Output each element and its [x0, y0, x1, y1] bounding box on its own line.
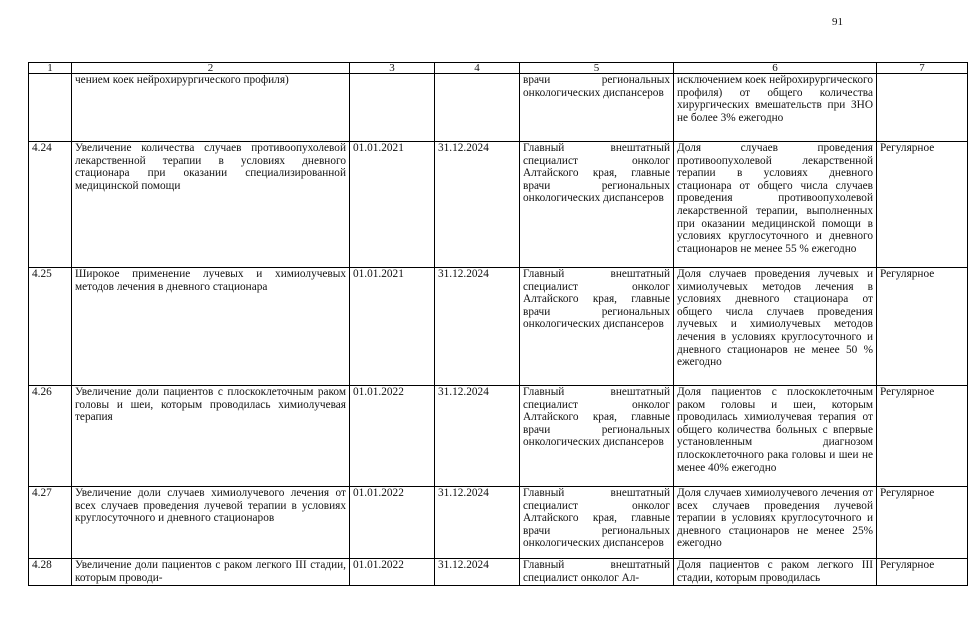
table-row	[29, 142, 968, 268]
column-header-7: 7	[877, 63, 968, 74]
row-number: 4.26	[29, 386, 72, 487]
responsible-cell: Главный внештатный специалист онколог Ал-	[520, 559, 674, 586]
kind-cell: Регулярное	[877, 142, 968, 268]
result-cell: Доля пациентов с плоскоклеточным раком головы и шеи, которым проводилась химиолучевая терапия от общего количества больных с впервые установленным диагнозом плоскоклеточного рака головы и шеи не менее 40% ежегодно	[674, 386, 877, 487]
table-row	[29, 386, 968, 487]
responsible-cell: Главный внештатный специалист онколог Алтайского края, главные врачи региональных онкологических диспансеров	[520, 386, 674, 487]
end-date-cell: 31.12.2024	[435, 487, 520, 559]
end-date-cell: 31.12.2024	[435, 142, 520, 268]
column-header-6: 6	[674, 63, 877, 74]
start-date-cell: 01.01.2021	[350, 142, 435, 268]
table-row	[29, 268, 968, 386]
row-number: 4.28	[29, 559, 72, 586]
event-cell: чением коек нейрохирургического профиля)	[72, 74, 350, 142]
column-header-2: 2	[72, 63, 350, 74]
end-date-cell	[435, 74, 520, 142]
start-date-cell: 01.01.2022	[350, 559, 435, 586]
event-cell: Увеличение количества случаев противоопухолевой лекарственной терапии в условиях дневного стационара при оказании специализированной медицинской помощи	[72, 142, 350, 268]
column-header-3: 3	[350, 63, 435, 74]
event-cell: Увеличение доли пациентов с раком легкого III стадии, которым проводи-	[72, 559, 350, 586]
event-cell: Увеличение доли случаев химиолучевого лечения от всех случаев проведения лучевой терапии в условиях круглосуточного и дневного стационаров	[72, 487, 350, 559]
kind-cell	[877, 74, 968, 142]
result-cell: Доля пациентов с раком легкого III стадии, которым проводилась	[674, 559, 877, 586]
responsible-cell: врачи региональных онкологических диспансеров	[520, 74, 674, 142]
result-cell: Доля случаев проведения лучевых и химиолучевых методов лечения в условиях дневного стационара от общего числа случаев проведения лучевых и химиолучевых методов лечения в условиях круглосуточного и дневного стационаров не менее 50 % ежегодно	[674, 268, 877, 386]
result-cell: Доля случаев химиолучевого лечения от всех случаев проведения лучевой терапии в условиях круглосуточного и дневного стационаров не менее 25% ежегодно	[674, 487, 877, 559]
row-number: 4.25	[29, 268, 72, 386]
table-row	[29, 74, 968, 142]
plan-table	[28, 62, 968, 586]
event-cell: Широкое применение лучевых и химиолучевых методов лечения в дневного стационара	[72, 268, 350, 386]
kind-cell: Регулярное	[877, 268, 968, 386]
result-cell: Доля случаев проведения противоопухолевой лекарственной терапии в условиях дневного стационара от общего числа случаев проведения противоопухолевой лекарственной терапии, выполненных при оказании медицинской помощи в условиях круглосуточного и дневного стационаров не менее 55 % ежегодно	[674, 142, 877, 268]
start-date-cell: 01.01.2022	[350, 487, 435, 559]
start-date-cell: 01.01.2021	[350, 268, 435, 386]
start-date-cell	[350, 74, 435, 142]
row-number: 4.24	[29, 142, 72, 268]
table-row	[29, 559, 968, 586]
event-cell: Увеличение доли пациентов с плоскоклеточным раком головы и шеи, которым проводилась химиолучевая терапия	[72, 386, 350, 487]
table-header-row	[29, 63, 968, 74]
end-date-cell: 31.12.2024	[435, 386, 520, 487]
responsible-cell: Главный внештатный специалист онколог Алтайского края, главные врачи региональных онкологических диспансеров	[520, 268, 674, 386]
row-number	[29, 74, 72, 142]
end-date-cell: 31.12.2024	[435, 268, 520, 386]
result-cell: исключением коек нейрохирургического профиля) от общего количества хирургических вмешательств при ЗНО не более 3% ежегодно	[674, 74, 877, 142]
responsible-cell: Главный внештатный специалист онколог Алтайского края, главные врачи региональных онкологических диспансеров	[520, 487, 674, 559]
page-number: 91	[832, 16, 843, 28]
column-header-4: 4	[435, 63, 520, 74]
column-header-5: 5	[520, 63, 674, 74]
table-row	[29, 487, 968, 559]
kind-cell: Регулярное	[877, 386, 968, 487]
row-number: 4.27	[29, 487, 72, 559]
kind-cell: Регулярное	[877, 487, 968, 559]
kind-cell: Регулярное	[877, 559, 968, 586]
responsible-cell: Главный внештатный специалист онколог Алтайского края, главные врачи региональных онкологических диспансеров	[520, 142, 674, 268]
column-header-1: 1	[29, 63, 72, 74]
end-date-cell: 31.12.2024	[435, 559, 520, 586]
start-date-cell: 01.01.2022	[350, 386, 435, 487]
